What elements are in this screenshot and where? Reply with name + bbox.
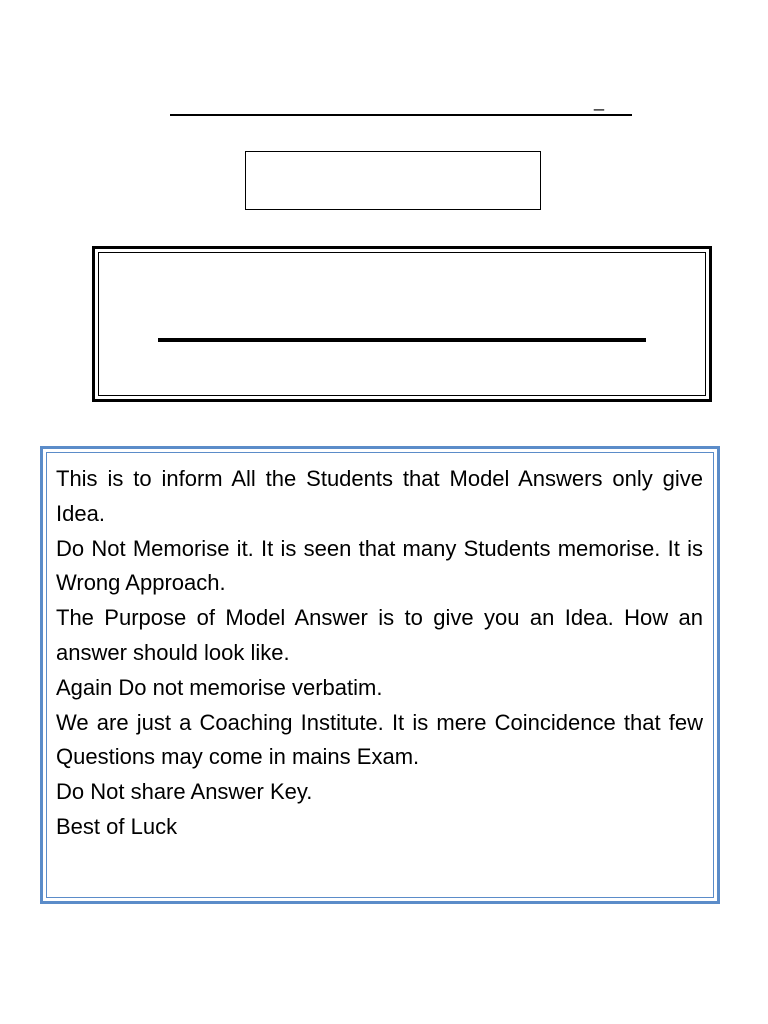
blank-info-box (245, 151, 541, 210)
title-frame-underline (158, 338, 646, 342)
notice-line-inform: This is to inform All the Students that Model Answers only give Idea. (56, 466, 703, 526)
title-underline (170, 114, 632, 116)
title-frame-inner-border (98, 252, 706, 396)
notice-line-do-not-memorise: Do Not Memorise it. It is seen that many Students memorise. It is Wrong Approach. (56, 535, 703, 596)
notice-line-answer-key: Do Not share Answer Key. (56, 779, 313, 805)
notice-box (40, 446, 720, 904)
notice-line-coaching-institute: We are just a Coaching Institute. It is mere Coincidence that few Questions may come in mains Exam. (56, 709, 703, 770)
notice-text (56, 462, 703, 845)
notice-line-purpose: The Purpose of Model Answer is to give you an Idea. How an answer should look like. (56, 605, 703, 665)
title-frame (92, 246, 712, 402)
title-dash: _ (594, 91, 605, 111)
notice-line-best-of-luck: Best of Luck (56, 813, 178, 839)
notice-line-verbatim: Again Do not memorise verbatim. (56, 674, 383, 700)
